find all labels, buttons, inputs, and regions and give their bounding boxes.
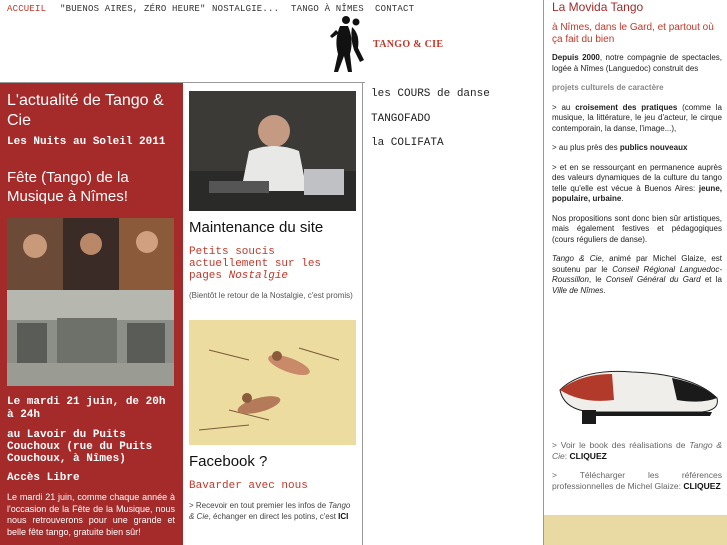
- nav-tango-nimes[interactable]: TANGO À NÎMES: [291, 4, 364, 14]
- facebook-chat-link[interactable]: Bavarder avec nous: [189, 480, 308, 492]
- link-cours[interactable]: les COURS de danse: [371, 88, 490, 100]
- about-text: Depuis 2000, notre compagnie de spectacles, logée à Nîmes (Languedoc) construit des projets culturels de caractère > au croisement des pratiques (comme la musique, la littérature, le jeu d'acteur, le cirque contemporain, la danse, l'image...), > au plus près des publics nouveaux > et en se ressourçant en permanence auprès des valeurs dynamiques de la culture du tango telle qu'elle est vécue à Buenos Aires: jeune, populaire, urbaine. Nos propositions sont donc bien sûr artistiques, mais également festives et pédagogiques (cours réguliers de danse). Tango & Cie, animé par Michel Glaize, est soutenu par le Conseil Régional Languedoc-Roussillon, le Conseil Général du Gard et la Ville de Nîmes.: [552, 53, 723, 295]
- event-photo-collage[interactable]: [7, 218, 174, 386]
- facebook-ici-link[interactable]: ICI: [338, 512, 349, 521]
- references-cliquez-link[interactable]: CLIQUEZ: [683, 481, 721, 491]
- column-divider: [362, 83, 363, 545]
- bottom-image: [544, 515, 727, 545]
- maintenance-notice: Petits soucis actuellement sur les pages Nostalgie: [189, 246, 322, 282]
- event-date: Le mardi 21 juin, de 20h à 24h: [7, 396, 166, 421]
- dj-photo[interactable]: [189, 91, 356, 211]
- logo-text: TANGO & CIE: [373, 39, 444, 50]
- section-links: [371, 88, 490, 162]
- nuits-heading: Les Nuits au Soleil 2011: [7, 136, 166, 148]
- illustration-image[interactable]: [189, 320, 356, 445]
- nav-accueil[interactable]: ACCUEIL: [7, 4, 47, 14]
- news-column: [0, 83, 183, 545]
- event-access: Accès Libre: [7, 472, 80, 484]
- book-cliquez-link[interactable]: CLIQUEZ: [569, 451, 607, 461]
- nav-buenos-aires[interactable]: "BUENOS AIRES, ZÉRO HEURE": [60, 4, 206, 14]
- about-links: > Voir le book des réalisations de Tango & Cie: CLIQUEZ > Télécharger les références professionnelles de Michel Glaize: CLIQUEZ: [552, 440, 722, 491]
- maintenance-note: (Bientôt le retour de la Nostalgie, c'est promis): [189, 291, 353, 300]
- news-title: L'actualité de Tango & Cie: [7, 92, 164, 129]
- middle-column: [184, 83, 362, 545]
- about-subtitle: à Nîmes, dans le Gard, et partout où ça fait du bien: [552, 22, 714, 45]
- maintenance-heading: Maintenance du site: [189, 219, 324, 236]
- nav-contact[interactable]: CONTACT: [375, 4, 415, 14]
- facebook-text: > Recevoir en tout premier les infos de Tango & Cie, échanger en direct les potins, c'est ICI: [189, 501, 351, 521]
- top-nav: [0, 0, 415, 18]
- link-colifata[interactable]: la COLIFATA: [371, 137, 444, 149]
- about-title: La Movida Tango: [552, 0, 644, 14]
- link-tangofado[interactable]: TANGOFADO: [371, 112, 431, 125]
- facebook-heading: Facebook ?: [189, 453, 268, 470]
- tango-shoe-image[interactable]: [552, 360, 724, 428]
- event-description: Le mardi 21 juin, comme chaque année à l'occasion de la Fête de la Musique, nous nous retrouverons pour une grande et belle fête tango, gratuite bien sûr!: [7, 492, 175, 537]
- fete-heading: Fête (Tango) de la Musique à Nîmes!: [7, 169, 129, 205]
- event-place: au Lavoir du Puits Couchoux (rue du Puits Couchoux, à Nîmes): [7, 429, 153, 465]
- about-column: [544, 0, 727, 545]
- nav-nostalgie[interactable]: NOSTALGIE...: [212, 4, 280, 14]
